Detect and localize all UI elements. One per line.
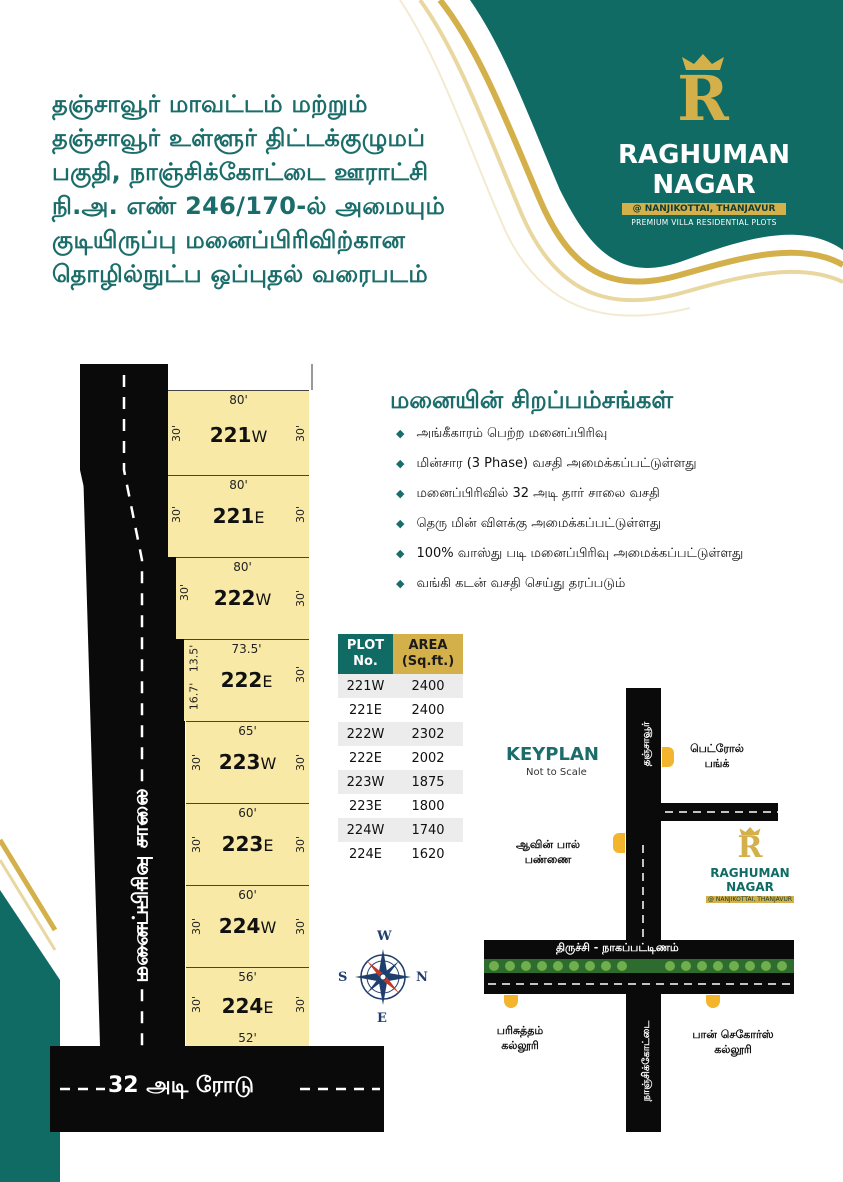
plot-num: 221 bbox=[212, 504, 255, 528]
title-line: தஞ்சாவூர் உள்ளூர் திட்டக்குழுமப் bbox=[52, 124, 426, 152]
feature-item bbox=[396, 456, 697, 472]
keyplan-college-2 bbox=[668, 1028, 798, 1058]
plot-dimension-right: 30' bbox=[293, 753, 307, 772]
diamond-bullet-icon: ◆ bbox=[396, 577, 405, 590]
plot-dimension-right: 30' bbox=[293, 995, 307, 1014]
header-line: AREA bbox=[408, 638, 448, 653]
plot-suffix: W bbox=[255, 590, 272, 609]
feature-item bbox=[396, 486, 660, 502]
plot-dimension-left: 13.5' bbox=[187, 644, 201, 673]
plot-num: 223 bbox=[218, 750, 261, 774]
compass-n: N bbox=[416, 970, 428, 985]
cell-area: 1800 bbox=[411, 798, 445, 814]
table-row bbox=[338, 722, 463, 746]
table-row bbox=[338, 746, 463, 770]
plot-dimension-top: 60' bbox=[238, 888, 257, 902]
plot-221e[interactable] bbox=[168, 475, 309, 557]
table-header-plot bbox=[338, 634, 393, 674]
plot-dimension-right: 30' bbox=[293, 424, 307, 443]
plot-dimension-top: 65' bbox=[238, 724, 257, 738]
title-line: தஞ்சாவூர் மாவட்டம் மற்றும் bbox=[52, 90, 368, 118]
diamond-bullet-icon: ◆ bbox=[396, 547, 405, 560]
table-row bbox=[338, 794, 463, 818]
plot-num: 222 bbox=[220, 668, 263, 692]
plot-number bbox=[176, 583, 309, 610]
plot-dimension-left: 30' bbox=[190, 835, 204, 854]
plot-dimension-left: 30' bbox=[170, 424, 184, 443]
cell-plot: 221E bbox=[348, 702, 383, 718]
keyplan-horizontal-road-label: திருச்சி - நாகப்பட்டிணம் bbox=[552, 941, 683, 956]
label-line: பெட்ரோல் bbox=[690, 742, 744, 755]
table-row bbox=[338, 770, 463, 794]
diamond-bullet-icon: ◆ bbox=[396, 517, 405, 530]
cell-plot: 224W bbox=[338, 818, 393, 842]
keyplan-aavin bbox=[498, 838, 598, 868]
plot-dimension-top: 80' bbox=[229, 393, 248, 407]
title-line: தொழில்நுட்ப ஒப்புதல் வரைபடம் bbox=[52, 260, 428, 288]
plot-number bbox=[186, 832, 309, 856]
plot-suffix: W bbox=[260, 754, 277, 773]
label-line: பான் செகோர்ஸ் bbox=[692, 1028, 774, 1041]
feature-text: 100% வாஸ்து படி மனைப்பிரிவு அமைக்கப்பட்டுள்ளது bbox=[416, 546, 744, 561]
plot-number bbox=[168, 504, 309, 528]
title-line: பகுதி, நாஞ்சிக்கோட்டை ஊராட்சி bbox=[52, 158, 429, 186]
feature-item bbox=[396, 576, 625, 592]
keyplan-college-1 bbox=[470, 1024, 570, 1054]
plot-223w[interactable] bbox=[186, 721, 309, 803]
title-line: நி.அ. எண் 246/170-ல் அமையும் bbox=[52, 192, 446, 220]
plot-num: 224 bbox=[218, 914, 261, 938]
cell-area: 2400 bbox=[393, 674, 463, 698]
plot-dimension-right: 30' bbox=[293, 835, 307, 854]
plot-number bbox=[184, 665, 309, 692]
plot-dimension-top: 80' bbox=[233, 560, 252, 574]
header-line: (Sq.ft.) bbox=[401, 654, 455, 669]
label-line: கல்லூரி bbox=[501, 1039, 539, 1052]
cell-area: 1740 bbox=[393, 818, 463, 842]
feature-text: தெரு மின் விளக்கு அமைக்கப்பட்டுள்ளது bbox=[416, 516, 662, 531]
plot-dimension-right: 30' bbox=[293, 917, 307, 936]
plot-dimension-left: 30' bbox=[190, 753, 204, 772]
cell-plot: 221W bbox=[338, 674, 393, 698]
internal-road-label: மனைப்பிரிவு சாலை bbox=[128, 788, 153, 983]
cell-area: 2400 bbox=[411, 702, 445, 718]
feature-item bbox=[396, 426, 607, 442]
plot-dimension-right: 30' bbox=[293, 589, 307, 608]
feature-text: வங்கி கடன் வசதி செய்து தரப்படும் bbox=[416, 576, 626, 591]
diamond-bullet-icon: ◆ bbox=[396, 487, 405, 500]
table-row bbox=[338, 674, 463, 698]
plot-222w[interactable] bbox=[176, 557, 309, 639]
plot-dimension-left-lower: 16.7' bbox=[187, 682, 201, 711]
cell-plot: 222W bbox=[338, 722, 393, 746]
header-line: PLOT bbox=[346, 638, 385, 653]
plot-dimension-right: 30' bbox=[293, 505, 307, 524]
plot-suffix: W bbox=[260, 918, 277, 937]
plot-dimension-bottom: 52' bbox=[238, 1031, 257, 1045]
keyplan-vertical-road-label: தஞ்சாவூர் bbox=[641, 721, 652, 767]
header-line: No. bbox=[353, 654, 378, 669]
cell-plot: 222E bbox=[348, 750, 383, 766]
keyplan-brand-line1: RAGHUMAN bbox=[710, 866, 790, 880]
diamond-bullet-icon: ◆ bbox=[396, 457, 405, 470]
plot-dimension-top: 73.5' bbox=[231, 642, 262, 656]
feature-text: மனைப்பிரிவில் 32 அடி தார் சாலை வசதி bbox=[416, 486, 660, 501]
keyplan-brand bbox=[700, 826, 800, 910]
keyplan-vertical-road-bottom-label: நாஞ்சிக்கோட்டை bbox=[641, 1020, 652, 1102]
plot-number bbox=[186, 994, 309, 1018]
cell-plot: 224E bbox=[348, 846, 383, 862]
plot-area-table bbox=[338, 634, 463, 866]
keyplan-petrol-bunk bbox=[672, 742, 762, 772]
compass-w: W bbox=[377, 929, 392, 944]
keyplan-logo-letter: R bbox=[737, 830, 763, 865]
label-line: பண்ணை bbox=[524, 853, 572, 866]
label-line: பரிசுத்தம் bbox=[496, 1024, 544, 1037]
brand-location: @ NANJIKOTTAI, THANJAVUR bbox=[622, 203, 786, 215]
table-row bbox=[338, 842, 463, 866]
table-row bbox=[338, 698, 463, 722]
plot-dimension-top: 56' bbox=[238, 970, 257, 984]
brand-name-line2: NAGAR bbox=[652, 170, 756, 200]
plot-suffix: E bbox=[263, 836, 274, 855]
diamond-bullet-icon: ◆ bbox=[396, 427, 405, 440]
keyplan-subtitle: Not to Scale bbox=[526, 767, 587, 778]
main-road-label: 32 அடி ரோடு bbox=[108, 1073, 255, 1098]
plot-dimension-left: 30' bbox=[190, 995, 204, 1014]
plot-suffix: E bbox=[263, 998, 274, 1017]
plot-suffix: W bbox=[251, 427, 268, 446]
logo-letter: R bbox=[677, 62, 729, 135]
title-line: குடியிருப்பு மனைப்பிரிவிற்கான bbox=[52, 226, 406, 254]
feature-item bbox=[396, 516, 661, 532]
features-title: மனையின் சிறப்பம்சங்கள் bbox=[390, 386, 674, 414]
cell-plot: 223E bbox=[348, 798, 383, 814]
cell-area: 2002 bbox=[411, 750, 445, 766]
compass-e: E bbox=[377, 1011, 387, 1026]
plot-dimension-top: 80' bbox=[229, 478, 248, 492]
label-line: கல்லூரி bbox=[714, 1043, 752, 1056]
table-row bbox=[338, 818, 463, 842]
brand-name-line1: RAGHUMAN bbox=[617, 140, 791, 170]
plot-dimension-left: 30' bbox=[178, 583, 192, 602]
plot-number bbox=[186, 914, 309, 938]
plot-dimension-right: 30' bbox=[293, 665, 307, 684]
plot-dimension-left: 30' bbox=[190, 917, 204, 936]
compass-s: S bbox=[338, 970, 348, 985]
label-line: ஆவின் பால் bbox=[516, 838, 580, 851]
plot-dimension-top: 60' bbox=[238, 806, 257, 820]
keyplan-brand-location: @ NANJIKOTTAI, THANJAVUR bbox=[707, 896, 793, 903]
cell-area: 1620 bbox=[411, 846, 445, 862]
plot-221w[interactable] bbox=[168, 390, 309, 475]
plot-222e[interactable] bbox=[184, 639, 309, 721]
plot-num: 221 bbox=[209, 423, 252, 447]
cell-area: 2302 bbox=[393, 722, 463, 746]
brand-tagline: PREMIUM VILLA RESIDENTIAL PLOTS bbox=[631, 218, 777, 227]
keyplan-brand-line2: NAGAR bbox=[726, 880, 774, 894]
plot-num: 223 bbox=[221, 832, 264, 856]
plot-number bbox=[168, 423, 309, 447]
plot-dimension-left: 30' bbox=[170, 505, 184, 524]
plot-num: 224 bbox=[221, 994, 264, 1018]
table-header-area bbox=[393, 634, 463, 674]
brand-logo bbox=[668, 52, 738, 136]
feature-text: அங்கீகாரம் பெற்ற மனைப்பிரிவு bbox=[416, 426, 608, 441]
keyplan-title: KEYPLAN bbox=[506, 744, 599, 765]
plot-224w[interactable] bbox=[186, 885, 309, 967]
plot-num: 222 bbox=[213, 586, 256, 610]
plot-224e[interactable] bbox=[186, 967, 309, 1046]
label-line: பங்க் bbox=[704, 757, 730, 770]
plot-number bbox=[186, 750, 309, 774]
plot-suffix: E bbox=[262, 672, 273, 691]
cell-area: 1875 bbox=[393, 770, 463, 794]
plot-223e[interactable] bbox=[186, 803, 309, 885]
plot-suffix: E bbox=[254, 508, 265, 527]
cell-plot: 223W bbox=[338, 770, 393, 794]
feature-text: மின்சார (3 Phase) வசதி அமைக்கப்பட்டுள்ளது bbox=[416, 456, 697, 471]
feature-item bbox=[396, 546, 743, 562]
